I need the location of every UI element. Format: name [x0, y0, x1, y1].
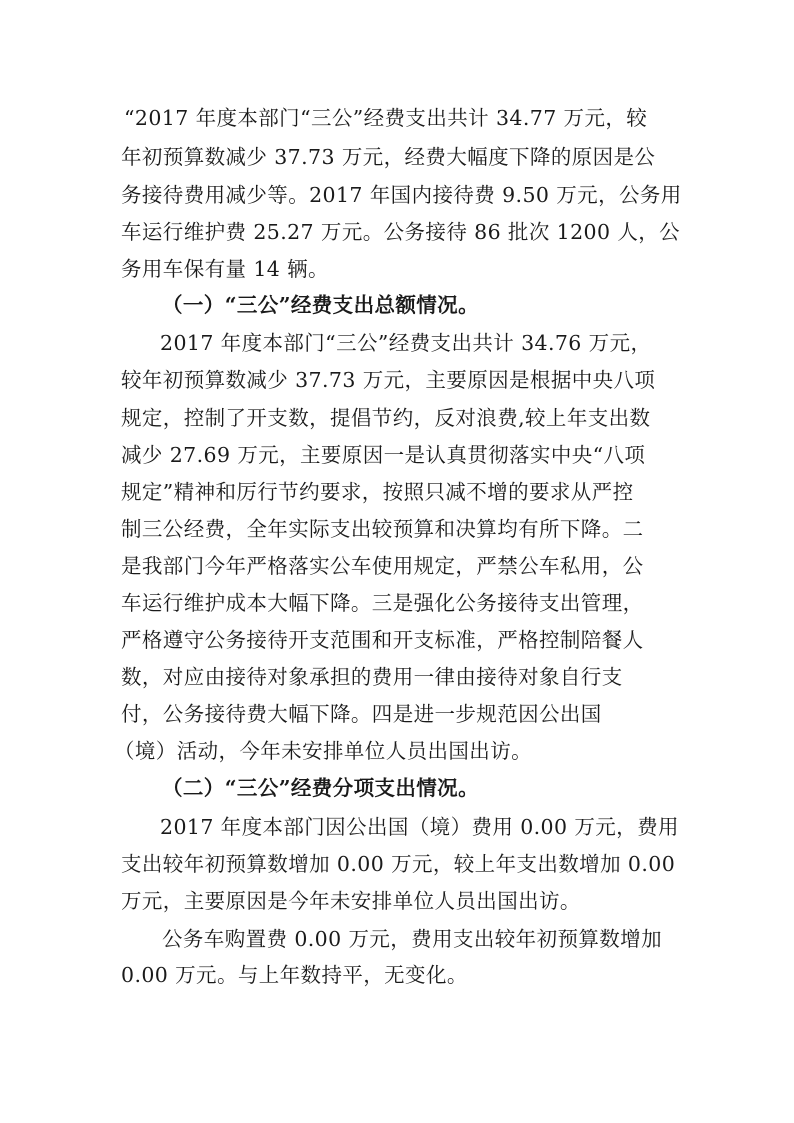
section2-p1-line-1: 2017 年度本部门因公出国（境）费用 0.00 万元，费用	[160, 815, 679, 839]
summary-line-3: 务接待费用减少等。2017 年国内接待费 9.50 万元，公务用	[121, 183, 682, 207]
section1-line-12: （境）活动，今年未安排单位人员出国出访。	[114, 739, 532, 763]
section1-line-2: 较年初预算数减少 37.73 万元，主要原因是根据中央八项	[121, 368, 656, 392]
section2-p2-line-2: 0.00 万元。与上年数持平，无变化。	[121, 963, 468, 987]
section2-p1-line-3: 万元，主要原因是今年未安排单位人员出国出访。	[121, 889, 581, 913]
summary-line-5: 务用车保有量 14 辆。	[121, 257, 329, 281]
section2-p1-line-2: 支出较年初预算数增加 0.00 万元，较上年支出数增加 0.00	[121, 852, 676, 876]
summary-line-1: “2017 年度本部门“三公”经费支出共计 34.77 万元，较	[124, 106, 648, 130]
section1-line-11: 付，公务接待费大幅下降。四是进一步规范因公出国	[121, 702, 602, 726]
section1-line-3: 规定，控制了开支数，提倡节约，反对浪费,较上年支出数	[121, 406, 651, 430]
summary-line-2: 年初预算数减少 37.73 万元，经费大幅度下降的原因是公	[121, 145, 656, 169]
section1-line-1: 2017 年度本部门“三公”经费支出共计 34.76 万元，	[160, 331, 652, 355]
section1-line-10: 数，对应由接待对象承担的费用一律由接待对象自行支	[121, 665, 623, 689]
section1-line-7: 是我部门今年严格落实公车使用规定，严禁公车私用，公	[121, 554, 644, 578]
section2-p2-line-1: 公务车购置费 0.00 万元，费用支出较年初预算数增加	[162, 927, 662, 951]
section1-line-9: 严格遵守公务接待开支范围和开支标准，严格控制陪餐人	[121, 628, 644, 652]
summary-line-4: 车运行维护费 25.27 万元。公务接待 86 批次 1200 人，公	[121, 220, 681, 244]
section1-line-8: 车运行维护成本大幅下降。三是强化公务接待支出管理，	[121, 591, 644, 615]
section1-line-4: 减少 27.69 万元，主要原因一是认真贯彻落实中央“八项	[121, 443, 646, 467]
section1-line-5: 规定”精神和厉行节约要求，按照只减不增的要求从严控	[121, 480, 634, 504]
section1-line-6: 制三公经费，全年实际支出较预算和决算均有所下降。二	[121, 517, 644, 541]
section1-heading: （一）“三公”经费支出总额情况。	[162, 293, 479, 317]
section2-heading: （二）“三公”经费分项支出情况。	[162, 776, 479, 800]
